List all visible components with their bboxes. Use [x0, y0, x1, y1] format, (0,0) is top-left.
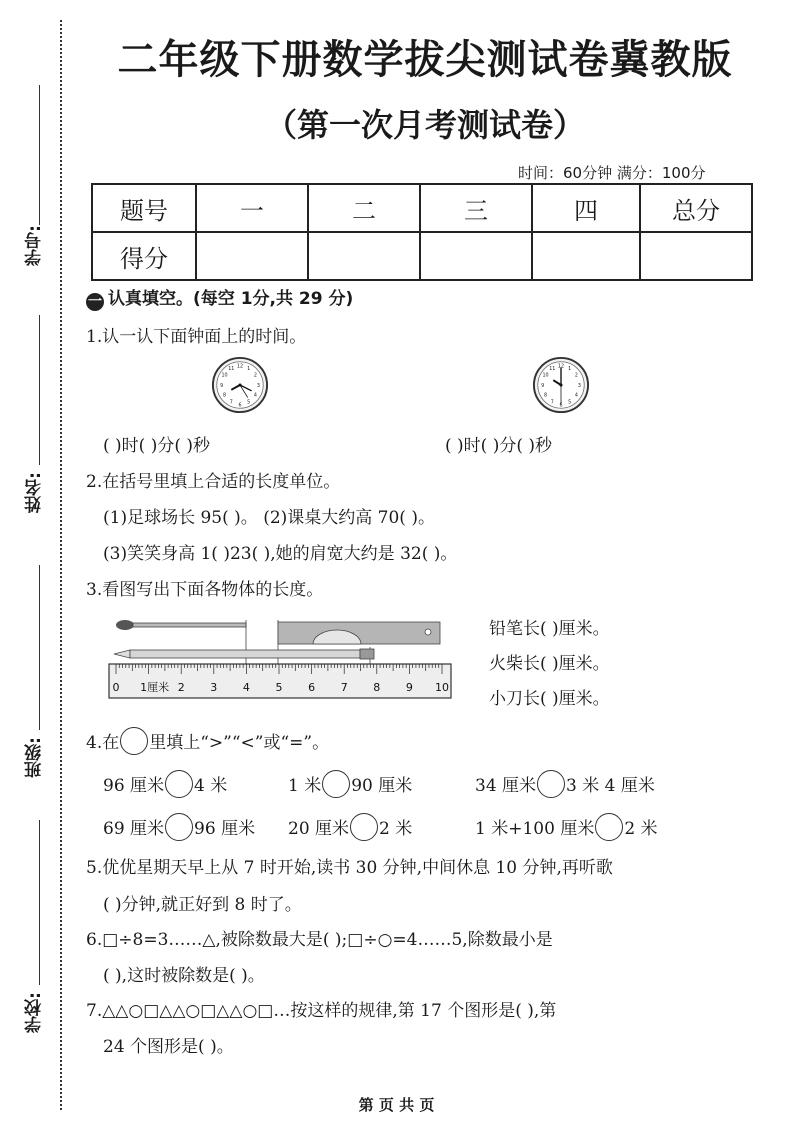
- svg-text:11: 11: [228, 367, 235, 373]
- compare-circle[interactable]: [165, 813, 193, 841]
- pencil-length-blank[interactable]: 铅笔长( )厘米。: [489, 619, 610, 639]
- svg-text:12: 12: [236, 364, 244, 370]
- svg-text:11: 11: [549, 367, 556, 373]
- score-header-cell: 题号: [92, 184, 196, 232]
- compare-right: 2 米: [624, 819, 658, 839]
- ruler-label: 7: [340, 681, 348, 694]
- clock-face-left-icon: [211, 356, 269, 414]
- ruler-label: 9: [405, 681, 413, 694]
- school-label: 学校:: [25, 992, 45, 1033]
- score-header-cell: 四: [532, 184, 640, 232]
- score-header-cell: 一: [196, 184, 308, 232]
- ruler-label: 6: [308, 681, 316, 694]
- svg-text:3: 3: [256, 383, 260, 389]
- question-6-line-1[interactable]: 6.□÷8=3……△,被除数最大是( );□÷○=4……5,除数最小是: [86, 930, 553, 950]
- svg-text:5: 5: [568, 400, 572, 406]
- svg-text:6: 6: [238, 403, 242, 409]
- question-7-line-2[interactable]: 24 个图形是( )。: [103, 1037, 234, 1057]
- question-2-line-2[interactable]: (3)笑笑身高 1( )23( ),她的肩宽大约是 32( )。: [103, 544, 458, 564]
- compare-left: 1 米: [288, 776, 322, 796]
- binding-dotted-line: [60, 20, 62, 1110]
- compare-circle[interactable]: [595, 813, 623, 841]
- compare-right: 3 米 4 厘米: [566, 776, 655, 796]
- svg-text:5: 5: [247, 400, 251, 406]
- page-subtitle: （第一次月考测试卷）: [264, 106, 585, 144]
- comparison-item: [475, 770, 655, 798]
- match-icon: [116, 620, 246, 630]
- compare-left: 96 厘米: [103, 776, 165, 796]
- school-field[interactable]: [10, 820, 50, 1050]
- svg-text:6: 6: [559, 403, 563, 409]
- score-cell[interactable]: [532, 232, 640, 280]
- svg-text:8: 8: [543, 393, 548, 399]
- ruler-label: 1厘米: [140, 681, 170, 694]
- score-header-cell: 二: [308, 184, 420, 232]
- ruler-label: 0: [112, 681, 120, 694]
- compare-right: 2 米: [379, 819, 413, 839]
- svg-text:1: 1: [247, 367, 251, 373]
- svg-text:4: 4: [253, 393, 258, 399]
- svg-text:4: 4: [574, 393, 579, 399]
- score-cell[interactable]: [640, 232, 752, 280]
- ruler-label: 3: [210, 681, 218, 694]
- question-5-line-1: 5.优优星期天早上从 7 时开始,读书 30 分钟,中间休息 10 分钟,再听歌: [86, 858, 613, 878]
- compare-left: 34 厘米: [475, 776, 537, 796]
- svg-text:8: 8: [222, 393, 227, 399]
- comparison-item: [288, 770, 412, 798]
- compare-right: 4 米: [194, 776, 228, 796]
- question-1-text: 1.认一认下面钟面上的时间。: [86, 327, 307, 347]
- svg-text:10: 10: [542, 373, 549, 379]
- field-line: [39, 85, 40, 225]
- question-1-blanks-left[interactable]: ( )时( )分( )秒: [103, 436, 211, 456]
- compare-right: 96 厘米: [194, 819, 256, 839]
- field-line: [39, 315, 40, 465]
- ruler-label: 4: [242, 681, 250, 694]
- question-1-blanks-right[interactable]: ( )时( )分( )秒: [445, 436, 553, 456]
- svg-text:9: 9: [541, 383, 545, 389]
- clock-face-right-icon: [532, 356, 590, 414]
- question-4-post: 里填上“>”“<”或“=”。: [149, 733, 330, 753]
- student-id-field[interactable]: [10, 85, 50, 275]
- svg-text:7: 7: [550, 400, 554, 406]
- score-table-score-row: [92, 232, 752, 280]
- compare-right: 90 厘米: [351, 776, 413, 796]
- ruler-label: 2: [177, 681, 185, 694]
- question-4-text: [86, 727, 329, 755]
- question-6-line-2[interactable]: ( ),这时被除数是( )。: [103, 966, 265, 986]
- knife-icon: [278, 622, 440, 644]
- section-number-badge: 一: [88, 294, 102, 310]
- score-header-cell: 三: [420, 184, 532, 232]
- name-field[interactable]: [10, 315, 50, 525]
- comparison-item: [475, 813, 658, 841]
- section-heading: [86, 284, 353, 311]
- score-cell[interactable]: [196, 232, 308, 280]
- svg-text:1: 1: [568, 367, 572, 373]
- field-line: [39, 565, 40, 730]
- ruler-label: 10: [435, 681, 449, 694]
- score-table-header-row: [92, 184, 752, 232]
- svg-text:2: 2: [574, 373, 579, 379]
- question-4-pre: 4.在: [86, 733, 120, 753]
- svg-text:10: 10: [221, 373, 228, 379]
- page-footer: 第 页 共 页: [358, 1096, 435, 1114]
- comparison-item: [103, 813, 255, 841]
- time-info: 时间：60分钟 满分：100分: [518, 164, 706, 182]
- compare-left: 1 米+100 厘米: [475, 819, 595, 839]
- question-2-line-1[interactable]: (1)足球场长 95( )。 (2)课桌大约高 70( )。: [103, 508, 435, 528]
- svg-text:7: 7: [229, 400, 233, 406]
- comparison-item: [288, 813, 412, 841]
- question-3-text: 3.看图写出下面各物体的长度。: [86, 580, 324, 600]
- svg-text:12: 12: [557, 364, 565, 370]
- score-table: [91, 183, 753, 281]
- question-2-text: 2.在括号里填上合适的长度单位。: [86, 472, 341, 492]
- svg-text:9: 9: [220, 383, 224, 389]
- compare-circle[interactable]: [350, 813, 378, 841]
- svg-text:3: 3: [577, 383, 581, 389]
- comparison-item: [103, 770, 227, 798]
- question-5-line-2[interactable]: ( )分钟,就正好到 8 时了。: [103, 895, 302, 915]
- score-header-cell: 总分: [640, 184, 752, 232]
- ruler-label: 8: [373, 681, 381, 694]
- match-length-blank[interactable]: 火柴长( )厘米。: [489, 654, 610, 674]
- pencil-icon: [114, 649, 374, 659]
- score-row-label: 得分: [92, 232, 196, 280]
- student-id-label: 学号:: [25, 225, 45, 266]
- compare-circle[interactable]: [165, 770, 193, 798]
- section-title: 认真填空。(每空 1分,共 29 分): [108, 289, 354, 309]
- compare-left: 69 厘米: [103, 819, 165, 839]
- compare-circle-icon: [120, 727, 148, 755]
- knife-length-blank[interactable]: 小刀长( )厘米。: [489, 689, 610, 709]
- class-label: 班级:: [25, 737, 45, 778]
- ruler-label: 5: [275, 681, 283, 694]
- compare-left: 20 厘米: [288, 819, 350, 839]
- svg-text:2: 2: [253, 373, 258, 379]
- ruler-figure: [108, 612, 454, 702]
- name-label: 姓名:: [25, 472, 45, 513]
- score-cell[interactable]: [308, 232, 420, 280]
- score-cell[interactable]: [420, 232, 532, 280]
- question-7-line-1[interactable]: 7.△△○□△△○□△△○□…按这样的规律,第 17 个图形是( ),第: [86, 1001, 557, 1021]
- class-field[interactable]: [10, 565, 50, 785]
- compare-circle[interactable]: [537, 770, 565, 798]
- page-title: 二年级下册数学拔尖测试卷冀教版: [117, 37, 733, 83]
- compare-circle[interactable]: [322, 770, 350, 798]
- field-line: [39, 820, 40, 985]
